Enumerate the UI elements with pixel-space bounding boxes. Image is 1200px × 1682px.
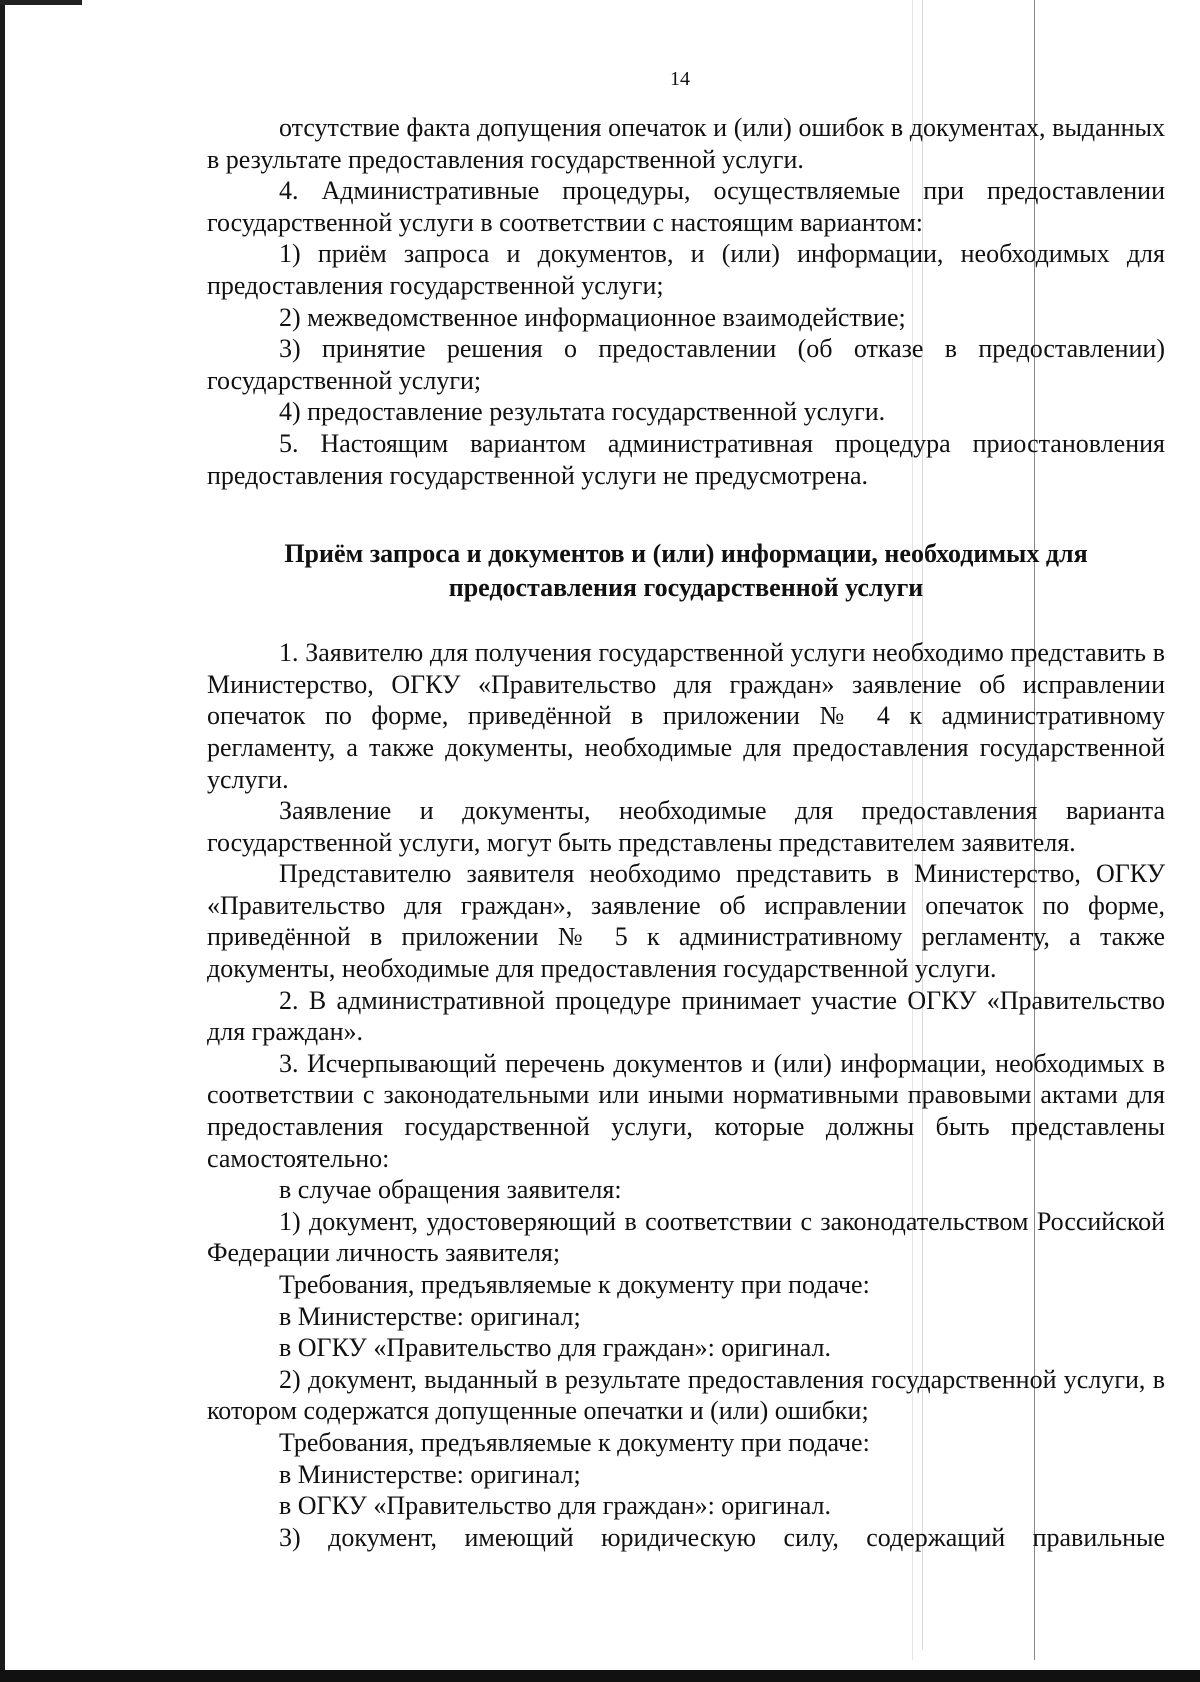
paragraph: 4. Административные процедуры, осуществляемые при предоставлении государственной услуги в соответствии с настоящим вариантом: — [207, 176, 1165, 237]
paragraph: в Министерстве: оригинал; — [279, 1459, 581, 1489]
paragraph: в случае обращения заявителя: — [279, 1175, 622, 1205]
scan-bottom-edge — [0, 1670, 1200, 1682]
section-heading: Приём запроса и документов и (или) информации, необходимых для предоставления государственной услуги — [284, 539, 1088, 603]
paragraph: 2. В административной процедуре принимает участие ОГКУ «Правительство для граждан». — [207, 985, 1165, 1047]
paragraph: отсутствие факта допущения опечаток и (или) ошибок в документах, выданных в результате предоставления государственной услуги. — [207, 113, 1165, 174]
scan-left-edge — [0, 0, 5, 1682]
paragraph: в Министерстве: оригинал; — [279, 1301, 581, 1331]
paragraph: 3) принятие решения о предоставлении (об отказе в предоставлении) государственной услуги; — [207, 334, 1165, 395]
paragraph: в ОГКУ «Правительство для граждан»: оригинал. — [279, 1491, 831, 1521]
paragraph: Представителю заявителя необходимо представить в Министерство, ОГКУ «Правительство для граждан», заявление об исправлении опечаток по форме, приведённой в приложении № 5 к административному регламенту, а также документы, необходимые для предоставления государственной услуги. — [207, 859, 1165, 984]
document-body — [207, 112, 1165, 1553]
paragraph: 5. Настоящим вариантом административная процедура приостановления предоставления государственной услуги не предусмотрена. — [207, 428, 1165, 490]
paragraph: Заявление и документы, необходимые для предоставления варианта государственной услуги, могут быть представлены представителем заявителя. — [207, 796, 1165, 857]
paragraph: 4) предоставление результата государственной услуги. — [279, 397, 886, 427]
paragraph: 2) документ, выданный в результате предоставления государственной услуги, в котором содержатся допущенные опечатки и (или) ошибки; — [207, 1364, 1165, 1426]
scan-top-mark — [0, 0, 82, 5]
paragraph: 1) документ, удостоверяющий в соответствии с законодательством Российской Федерации личность заявителя; — [207, 1206, 1165, 1268]
paragraph: 3) документ, имеющий юридическую силу, содержащий правильные — [279, 1522, 1165, 1552]
paragraph: 3. Исчерпывающий перечень документов и (или) информации, необходимых в соответствии с законодательными или иными нормативными правовыми актами для предоставления государственной услуги, которые должны быть представлены самостоятельно: — [207, 1048, 1165, 1173]
paragraph: в ОГКУ «Правительство для граждан»: оригинал. — [279, 1333, 831, 1363]
paragraph: 1) приём запроса и документов, и (или) информации, необходимых для предоставления государственной услуги; — [207, 239, 1165, 300]
paragraph: Требования, предъявляемые к документу при подаче: — [279, 1270, 870, 1299]
paragraph: Требования, предъявляемые к документу при подаче: — [279, 1427, 870, 1457]
page-number: 14 — [670, 68, 690, 90]
paragraph: 1. Заявителю для получения государственной услуги необходимо представить в Министерство, ОГКУ «Правительство для граждан» заявление об исправлении опечаток по форме, приведённой в приложении № 4 к административному регламенту, а также документы, необходимые для предоставления государственной услуги. — [207, 638, 1165, 794]
paragraph: 2) межведомственное информационное взаимодействие; — [279, 302, 906, 332]
